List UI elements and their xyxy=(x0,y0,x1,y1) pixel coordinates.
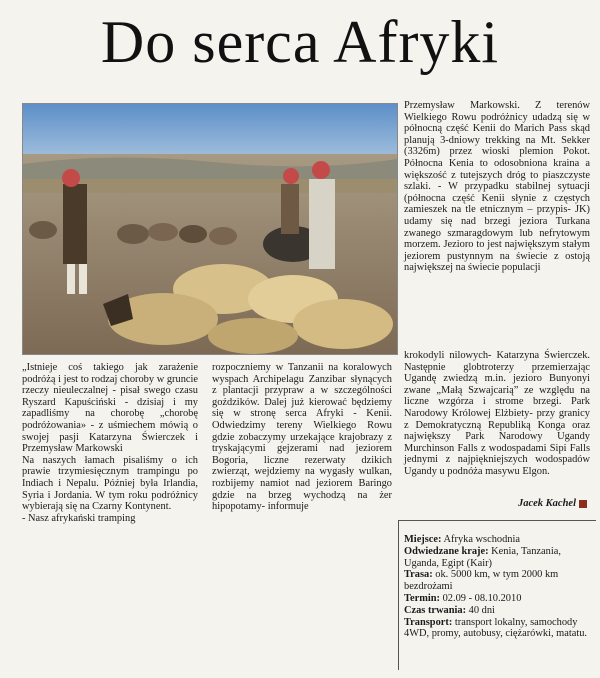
paragraph: rozpoczniemy w Tanzanii na koralowych wyspach Archipelagu Zanzibar słynących z plantacji przypraw a w szczególności goździków. Dalej już kierować będziemy się w stronę serca Afryki - Kenii. Odwiedzimy tereny Wielkiego Rowu gdzie zobaczymy urzekające krajobrazy z tryskającymi gejzerami nad jeziorem Bogoria, liczne rezerwaty dzikich zwierząt, wejdziemy na wygasły wulkan, rozbijemy namiot nad jeziorem Baringo gdzie na brzeg wychodzą na żer hipopotamy- informuje xyxy=(212,362,392,513)
paragraph-intro: „Istnieje coś takiego jak zarażenie podróżą i jest to rodzaj choroby w gruncie rzeczy nieuleczalnej - pisał swego czasu Ryszard Kapuściński - dzisiaj i my zapadliśmy na chorobę „chorobę podróżowania» - z uśmiechem mówią o swojej pasji Katarzyna Świerczek i Przemysław Markowski xyxy=(22,362,198,455)
column-left xyxy=(22,362,198,524)
paragraph-previous-trips: Na naszych łamach pisaliśmy o ich prawie trzymiesięcznym trampingu po Indiach i Nepalu. Później była Irlandia, Syria i Jordania. W tym roku podróżnicy wybierają się na Czarny Kontynent. xyxy=(22,454,198,513)
photo-illustration xyxy=(23,104,397,354)
author-signature: Jacek Kachel xyxy=(517,498,576,509)
column-middle xyxy=(212,362,392,513)
trip-info-box xyxy=(404,534,592,640)
info-row-transport: Transport: transport lokalny, samochody 4WD, promy, autobusy, ciężarówki, matatu. xyxy=(404,616,588,640)
info-row-countries: Odwiedzane kraje: Kenia, Tanzania, Uganda, Egipt (Kair) xyxy=(404,545,561,569)
info-row-duration: Czas trwania: 40 dni xyxy=(404,604,495,616)
info-box-border-left xyxy=(398,520,399,670)
info-row-route: Trasa: ok. 5000 km, w tym 2000 km bezdrożami xyxy=(404,569,559,593)
info-box-border-top xyxy=(398,520,596,521)
photo-shepherds-with-sheep xyxy=(22,103,398,355)
paragraph: krokodyli nilowych- Katarzyna Świerczek. Następnie globtroterzy przemierzając Ugandę zwiedzą m.in. jezioro Bunyonyi zwane „Małą Szwajcarią” ze względu na liczne wzgórza i strome brzegi. Park Narodowy Królowej Elżbiety- przy granicy z Demokratyczną Republiką Konga oraz największy Park Narodowy Ugandy Murchinson Falls z wodospadami Sipi Falls jednymi z najpiękniejszych wodospadów Ugandy u podnóża masywu Elgon. xyxy=(404,350,590,477)
info-row-dates: Termin: 02.09 - 08.10.2010 xyxy=(404,592,522,604)
paragraph: Przemysław Markowski. Z terenów Wielkiego Rowu podróżnicy udadzą się w północną część Kenii do Marich Pass skąd planują 3-dniowy trekking na Mt. Sekker (3326m) przez wioski plemion Pokot. Północna Kenia to odosobniona kraina a większość z tutejszych dróg to piaszczyste szlaki. - W przypadku stabilnej sytuacji (północna część Kenii słynie z częstych zamieszek na tle etnicznym – przypis- JK) udamy się nad brzegi jeziora Turkana zwanego szmaragdowym lub nefrytowym morzem. Jezioro to jest największym stałym jeziorem pustynnym na świecie z ostoją największej na świecie populacji xyxy=(404,100,590,274)
info-row-place: Miejsce: Afryka wschodnia xyxy=(404,534,520,545)
end-mark-icon xyxy=(579,500,587,508)
paragraph-quote-start: - Nasz afrykański tramping xyxy=(22,512,136,524)
column-right-top xyxy=(404,100,590,274)
article-title: Do serca Afryki xyxy=(100,9,500,75)
column-right-middle xyxy=(404,350,590,478)
